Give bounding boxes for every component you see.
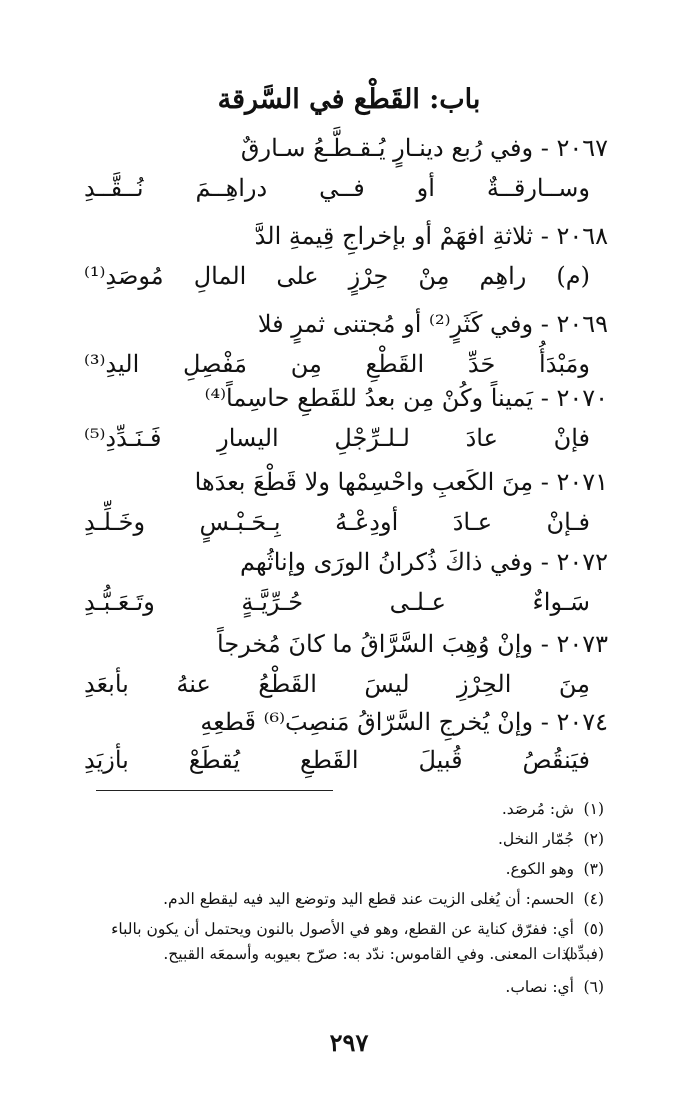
verse-2074-first-hemistich: ٢٠٧٤ - وإنْ يُخرجِ السَّرّاقُ مَنصِبَ⁽⁶⁾ قَطعِهِ — [200, 708, 608, 736]
footnote-text: الحسم: أن يُغلى الزيت عند قطع اليد وتوضع اليد فيه ليقطع الدم. — [163, 890, 574, 908]
footnote-text: ش: مُرصَد. — [501, 800, 574, 818]
verse-2071-first-hemistich: ٢٠٧١ - مِنَ الكَعبِ واحْسِمْها ولا قَطْعَ بعدَها — [194, 468, 608, 496]
footnote-3 — [84, 857, 604, 882]
footnote-number: (٤) — [583, 890, 604, 908]
footnote-6 — [84, 975, 604, 1000]
verse-2067-first-hemistich: ٢٠٦٧ - وفي رُبع دينـارٍ يُـقـطَّـعُ سـارقٌ — [240, 134, 608, 162]
footnote-text: وهو الكوع. — [505, 860, 574, 878]
verse-2071-second-hemistich: فـإنْ عـادَ أودِعْـهُ بِـحَـبْـسٍ وخَـلِّـدِ — [84, 508, 590, 536]
verse-2070-second-hemistich: فإنْ عادَ لـلـرِّجْلِ اليسارِ فَـنَـدِّدِ⁽⁵⁾ — [84, 424, 590, 452]
verse-2068-first-hemistich: ٢٠٦٨ - ثلاثةِ افهَمْ أو بإخراجِ قِيمةِ الدَّ — [254, 222, 608, 250]
footnote-number: (٣) — [583, 860, 604, 878]
page-number: ٢٩٧ — [329, 1028, 369, 1057]
footnote-text: جُمّار النخل. — [497, 830, 574, 848]
verse-2073-second-hemistich: مِنَ الحِرْزِ ليسَ القَطْعُ عنهُ بأبعَدِ — [84, 670, 590, 698]
footnote-text: أي: ففرّق كناية عن القطع، وهو في الأصول بالنون ويحتمل أن يكون بالباء (فبدِّد) — [111, 920, 604, 963]
footnote-number: (١) — [583, 800, 604, 818]
verse-2068-second-hemistich: (م) راهِم مِنْ حِرْزٍ على المالِ مُوصَدِ⁽¹⁾ — [84, 262, 590, 290]
verse-2069-second-hemistich: ومَبْدَأُ حَدِّ القَطْعِ مِن مَفْصِلِ اليدِ⁽³⁾ — [84, 350, 590, 378]
verse-2067-second-hemistich: وســارقــةٌ أو فــي دراهِــمَ نُــقَّــدِ — [84, 174, 590, 202]
verse-2072-second-hemistich: سَـواءٌ عـلـى حُـرِّيَّـةٍ وتَـعَـبُّـدِ — [84, 588, 590, 616]
footnote-text: أي: نصاب. — [505, 978, 574, 996]
verse-2073-first-hemistich: ٢٠٧٣ - وإنْ وُهِبَ السَّرَّاقُ ما كانَ مُخرجاً — [217, 630, 608, 658]
verse-2069-first-hemistich: ٢٠٦٩ - وفي كَثَرٍ⁽²⁾ أو مُجتنى ثمرٍ فلا — [257, 310, 608, 338]
footnote-number: (٢) — [583, 830, 604, 848]
verse-2074-second-hemistich: فيَنقُصُ قُبيلَ القَطعِ يُقطَعْ بأزيَدِ — [84, 746, 590, 774]
footnote-5-continuation: لذات المعنى. وفي القاموس: ندّد به: صرّح بعيوبه وأسمعَه القبيح. — [163, 945, 574, 963]
footnote-4 — [84, 887, 604, 912]
footnote-1 — [84, 797, 604, 822]
footnote-number: (٦) — [583, 978, 604, 996]
footnote-number: (٥) — [583, 920, 604, 938]
chapter-title: باب: القَطْع في السَّرقة — [217, 84, 481, 115]
footnote-separator — [96, 790, 333, 791]
verse-2070-first-hemistich: ٢٠٧٠ - يَميناً وكُنْ مِن بعدُ للقَطعِ حاسِماً⁽⁴⁾ — [204, 384, 608, 412]
verse-2072-first-hemistich: ٢٠٧٢ - وفي ذاكَ ذُكرانُ الورَى وإناثُهم — [239, 548, 608, 576]
footnote-2 — [84, 827, 604, 852]
